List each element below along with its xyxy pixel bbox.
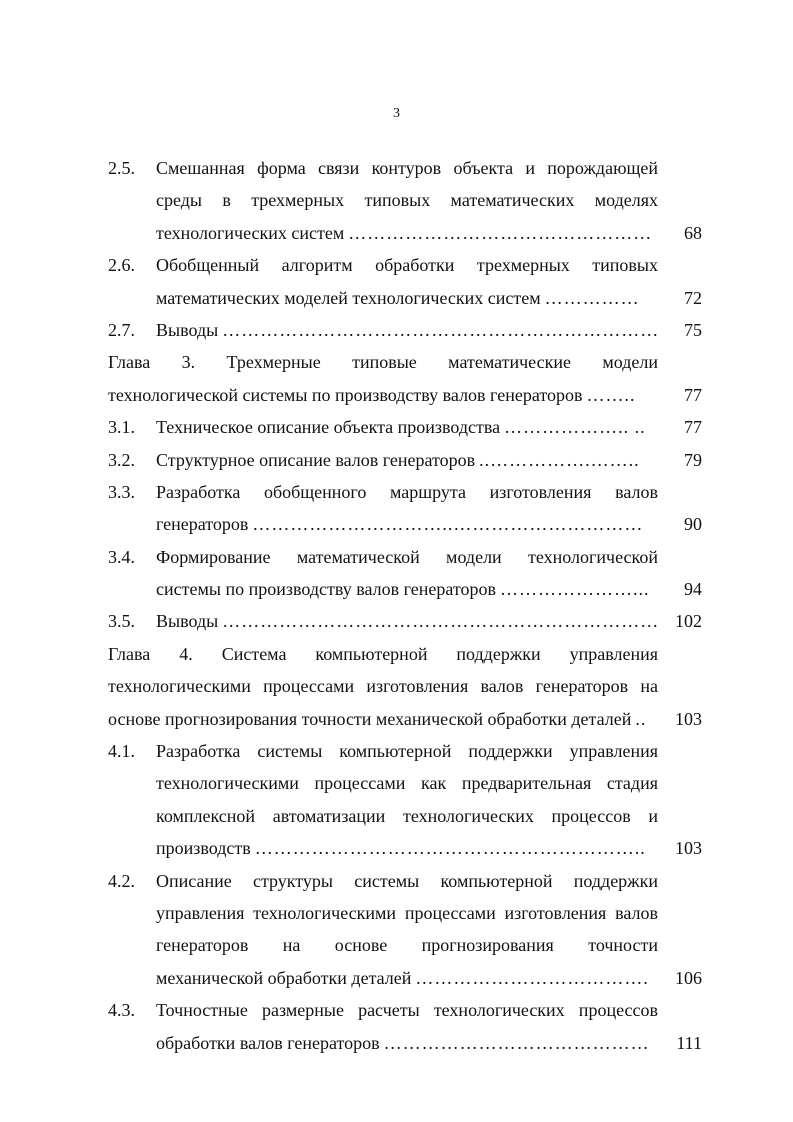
toc-leader-dots: …….. xyxy=(586,384,636,405)
table-of-contents xyxy=(108,152,702,1059)
toc-line xyxy=(108,994,702,1026)
toc-line-with-page xyxy=(108,217,702,249)
toc-line-text: Разработка обобщенного маршрута изготовления валов xyxy=(156,481,658,502)
toc-line-text: технологическими процессами изготовления валов генераторов на xyxy=(108,676,658,697)
toc-section-entry xyxy=(108,314,702,346)
toc-section-number: 3.5. xyxy=(108,611,135,632)
toc-line xyxy=(108,865,702,897)
toc-line-text: технологическими процессами как предварительная стадия xyxy=(156,773,658,794)
toc-section-number: 4.1. xyxy=(108,741,135,762)
toc-page-reference: 68 xyxy=(684,222,702,243)
toc-entry-title: математических моделей технологических систем xyxy=(156,287,541,308)
toc-line-text: управления технологическими процессами изготовления валов xyxy=(156,902,658,923)
toc-leader-dots: …………… xyxy=(544,287,640,308)
toc-section-number: 3.4. xyxy=(108,546,135,567)
toc-section-entry xyxy=(108,541,702,606)
toc-entry-title: производств xyxy=(156,838,251,859)
toc-line xyxy=(108,541,702,573)
toc-line-with-page xyxy=(108,605,702,637)
toc-section-number: 3.2. xyxy=(108,449,135,470)
toc-line-text: Разработка системы компьютерной поддержки управления xyxy=(156,741,658,762)
toc-line-text: Смешанная форма связи контуров объекта и порождающей xyxy=(156,158,658,178)
toc-section-entry xyxy=(108,605,702,637)
toc-entry-title: основе прогнозирования точности механической обработки деталей xyxy=(108,708,632,729)
toc-line xyxy=(108,670,702,702)
toc-line-text: Обобщенный алгоритм обработки трехмерных типовых xyxy=(156,255,658,276)
toc-leader-dots: …………………………..………………………… xyxy=(252,514,644,535)
toc-entry-title: Структурное описание валов генераторов xyxy=(156,449,476,470)
toc-line-text: Глава 3. Трехмерные типовые математические модели xyxy=(108,352,658,373)
toc-line-with-page xyxy=(108,703,702,735)
toc-page-reference: 102 xyxy=(675,611,702,632)
toc-page-reference: 90 xyxy=(684,514,702,535)
toc-line xyxy=(108,249,702,281)
toc-page-reference: 103 xyxy=(675,708,702,729)
toc-line-text: Точностные размерные расчеты технологических процессов xyxy=(156,1000,658,1021)
toc-leader-dots: …………………………………… xyxy=(383,1032,650,1053)
toc-line-with-page xyxy=(108,282,702,314)
toc-line xyxy=(108,346,702,378)
toc-line xyxy=(108,152,702,184)
toc-entry-title: обработки валов генераторов xyxy=(156,1032,380,1053)
toc-line xyxy=(108,897,702,929)
toc-section-number: 3.3. xyxy=(108,481,135,502)
toc-page-reference: 77 xyxy=(684,384,702,405)
toc-leader-dots: …………………………………………………………… xyxy=(222,319,660,340)
toc-line xyxy=(108,638,702,670)
toc-section-number: 2.5. xyxy=(108,158,135,178)
toc-section-entry xyxy=(108,411,702,443)
toc-line-text: Формирование математической модели технологической xyxy=(156,546,658,567)
toc-page-reference: 77 xyxy=(684,417,702,438)
toc-section-entry xyxy=(108,735,702,865)
toc-leader-dots: .. xyxy=(635,708,647,729)
toc-leader-dots: …………………………………………………………… xyxy=(222,611,660,632)
toc-line xyxy=(108,735,702,767)
toc-chapter-entry xyxy=(108,638,702,735)
toc-entry-title: технологической системы по производству валов генераторов xyxy=(108,384,583,405)
toc-section-entry xyxy=(108,994,702,1059)
toc-page-reference: 72 xyxy=(684,287,702,308)
toc-line xyxy=(108,929,702,961)
toc-line-with-page xyxy=(108,573,702,605)
toc-leader-dots: …………………... xyxy=(500,579,650,600)
toc-leader-dots: ………………………………. xyxy=(415,967,649,988)
toc-page-reference: 94 xyxy=(684,579,702,600)
toc-line-with-page xyxy=(108,379,702,411)
toc-line-with-page xyxy=(108,508,702,540)
toc-line-with-page xyxy=(108,1027,702,1059)
toc-page-reference: 111 xyxy=(676,1032,702,1053)
toc-page-reference: 75 xyxy=(684,319,702,340)
toc-line-text: среды в трехмерных типовых математических моделях xyxy=(156,190,658,211)
toc-line-text: Глава 4. Система компьютерной поддержки управления xyxy=(108,643,658,664)
toc-section-entry xyxy=(108,152,702,249)
toc-section-entry xyxy=(108,476,702,541)
toc-line-with-page xyxy=(108,314,702,346)
page-number: 3 xyxy=(393,106,400,121)
toc-entry-title: генераторов xyxy=(156,514,249,535)
toc-page-reference: 103 xyxy=(675,838,702,859)
toc-section-number: 3.1. xyxy=(108,417,135,438)
toc-line-with-page xyxy=(108,832,702,864)
toc-section-number: 4.2. xyxy=(108,870,135,891)
toc-section-entry xyxy=(108,249,702,314)
toc-entry-title: Выводы xyxy=(156,611,219,632)
toc-line-with-page xyxy=(108,962,702,994)
toc-entry-title: Выводы xyxy=(156,319,219,340)
toc-line-text: комплексной автоматизации технологических процессов и xyxy=(156,805,658,826)
toc-section-number: 4.3. xyxy=(108,1000,135,1021)
toc-line xyxy=(108,184,702,216)
toc-line-with-page xyxy=(108,444,702,476)
toc-section-number: 2.6. xyxy=(108,255,135,276)
toc-entry-title: Техническое описание объекта производства xyxy=(156,417,501,438)
toc-chapter-entry xyxy=(108,346,702,411)
toc-page-reference: 79 xyxy=(684,449,702,470)
toc-line xyxy=(108,767,702,799)
toc-section-entry xyxy=(108,865,702,995)
toc-line-with-page xyxy=(108,411,702,443)
toc-page-reference: 106 xyxy=(675,967,702,988)
toc-section-number: 2.7. xyxy=(108,319,135,340)
toc-entry-title: системы по производству валов генераторов xyxy=(156,579,497,600)
toc-entry-title: технологических систем xyxy=(156,222,345,243)
toc-line xyxy=(108,800,702,832)
toc-entry-title: механической обработки деталей xyxy=(156,967,412,988)
toc-leader-dots: ……………….. .. xyxy=(504,417,646,438)
toc-leader-dots: ………………………………………… xyxy=(348,222,653,243)
toc-line xyxy=(108,476,702,508)
toc-line-text: генераторов на основе прогнозирования точности xyxy=(156,935,658,956)
toc-leader-dots: …………………………………………………….. xyxy=(254,838,646,859)
toc-line-text: Описание структуры системы компьютерной поддержки xyxy=(156,870,658,891)
toc-section-entry xyxy=(108,444,702,476)
toc-leader-dots: ..…………….…….. xyxy=(479,449,640,470)
